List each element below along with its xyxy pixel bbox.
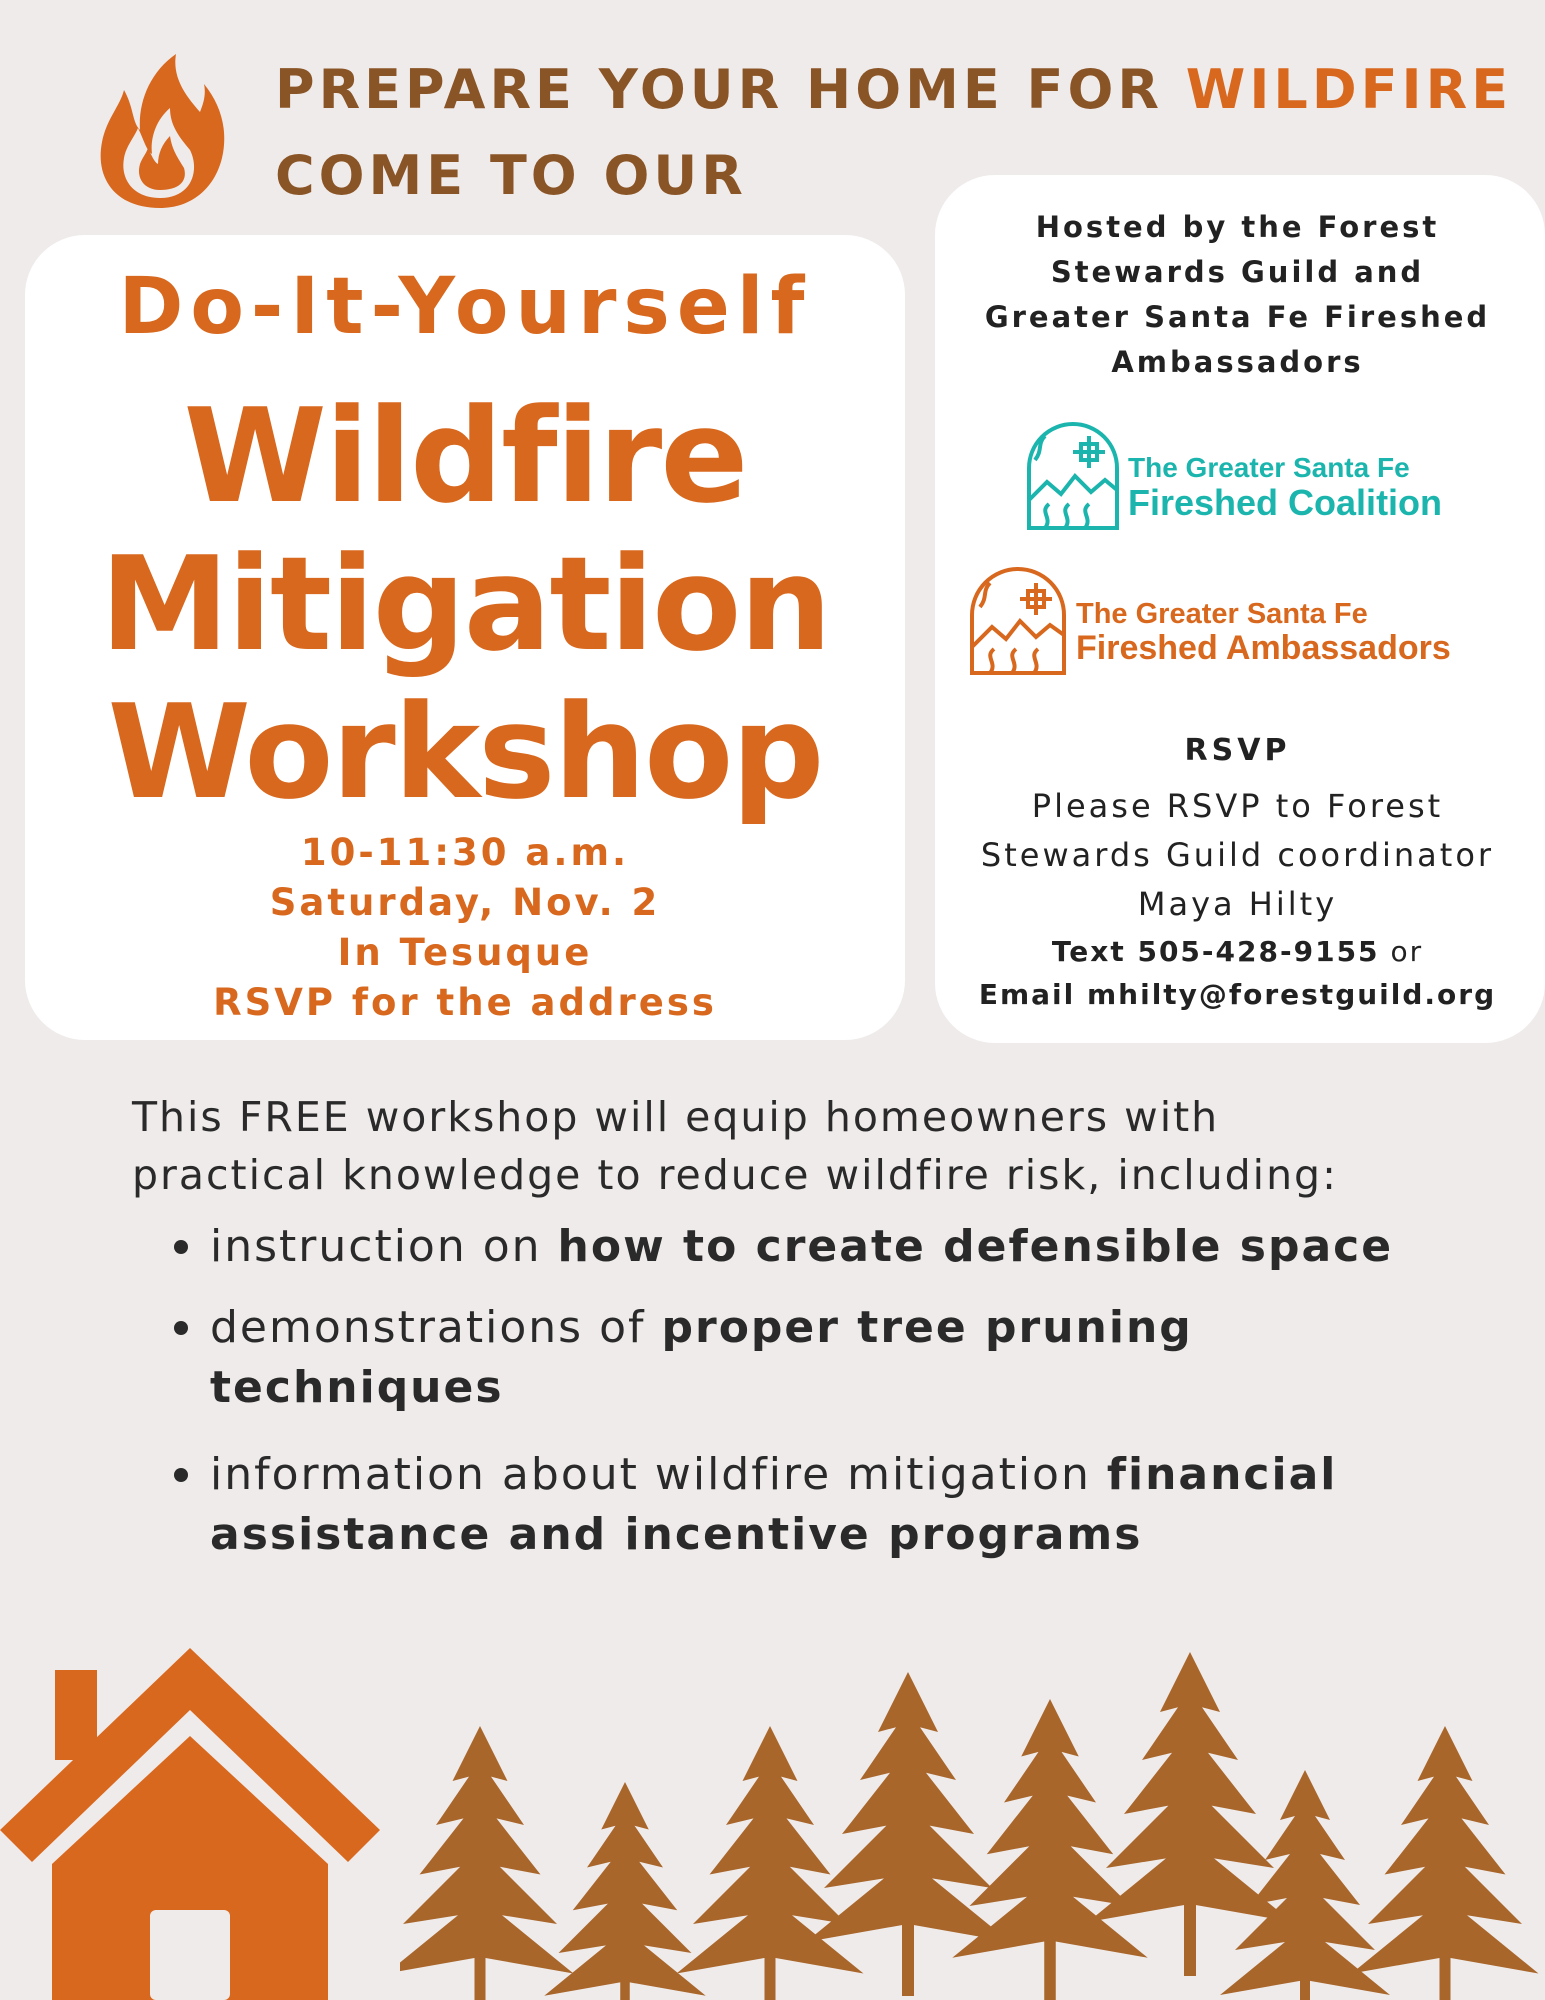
coalition-line-2: Fireshed Coalition [1128, 482, 1443, 523]
bullet-3-plain: information about wildfire mitigation [210, 1449, 1107, 1500]
rsvp-line-2: Stewards Guild coordinator [980, 836, 1495, 874]
bullet-dot [174, 1321, 188, 1335]
rsvp-or: or [1379, 935, 1424, 968]
house-icon [0, 1640, 380, 2000]
rsvp-body [935, 782, 1540, 929]
bullet-item [210, 1445, 1410, 1565]
host-line-2: Stewards Guild and [1050, 255, 1425, 289]
header-line-2: COME TO OUR [275, 144, 747, 207]
pine-tree-icon [544, 1782, 706, 2000]
header-line-1 [275, 58, 1512, 121]
bullet-item [210, 1298, 1230, 1418]
ambassadors-line-2: Fireshed Ambassadors [1076, 629, 1451, 667]
bullet-2-plain: demonstrations of [210, 1302, 662, 1353]
bullet-dot [174, 1468, 188, 1482]
event-subtitle: Do-It-Yourself [118, 262, 812, 352]
event-details [25, 828, 905, 1028]
header-prefix: PREPARE YOUR HOME FOR [275, 58, 1186, 121]
rsvp-email-line [935, 973, 1540, 1016]
coalition-logo-text [1128, 452, 1442, 522]
rsvp-text-label: Text 505-428-9155 [1051, 935, 1380, 968]
event-title-line3: Workshop [107, 676, 823, 828]
event-title-line1: Wildfire [183, 380, 747, 532]
ambassadors-logo-icon [968, 565, 1068, 677]
host-line-1: Hosted by the Forest [1035, 210, 1440, 244]
pine-trees [400, 1570, 1545, 2000]
pine-tree-icon [677, 1726, 864, 2000]
bullet-2-bold: proper tree pruning techniques [210, 1302, 1193, 1413]
event-date: Saturday, Nov. 2 [269, 881, 661, 924]
host-line-4: Ambassadors [1111, 345, 1364, 379]
rsvp-line-3: Maya Hilty [1137, 885, 1338, 923]
rsvp-contact [935, 930, 1540, 1016]
intro-line-2: practical knowledge to reduce wildfire risk, including: [132, 1151, 1338, 1199]
header-accent: WILDFIRE [1185, 58, 1513, 121]
bullet-item [210, 1217, 1440, 1277]
event-location: In Tesuque [337, 931, 593, 974]
ambassadors-logo-text [1076, 598, 1451, 666]
ambassadors-line-1: The Greater Santa Fe [1076, 598, 1368, 630]
event-time: 10-11:30 a.m. [300, 831, 630, 874]
intro-paragraph [132, 1088, 1432, 1204]
rsvp-title: RSVP [1184, 733, 1291, 768]
intro-line-1: This FREE workshop will equip homeowners with [132, 1093, 1220, 1141]
rsvp-line-1: Please RSVP to Forest [1031, 787, 1444, 825]
bullet-dot [174, 1240, 188, 1254]
pine-tree-icon [1352, 1726, 1539, 2000]
rsvp-email-label: Email mhilty@forestguild.org [978, 978, 1497, 1011]
event-title-line2: Mitigation [100, 528, 830, 680]
coalition-line-1: The Greater Santa Fe [1128, 452, 1410, 483]
flame-icon [90, 50, 230, 212]
rsvp-text-line [935, 930, 1540, 973]
bullet-1-bold: how to create defensible space [557, 1221, 1394, 1272]
bullet-1-plain: instruction on [210, 1221, 558, 1272]
host-line-3: Greater Santa Fe Fireshed [984, 300, 1491, 334]
pine-tree-icon [952, 1699, 1148, 2000]
coalition-logo-icon [1025, 420, 1121, 532]
pine-tree-icon [400, 1726, 574, 2000]
bullet-3-bold: financial assistance and incentive programs [210, 1449, 1338, 1560]
event-address-note: RSVP for the address [213, 981, 717, 1024]
host-text [935, 205, 1540, 385]
